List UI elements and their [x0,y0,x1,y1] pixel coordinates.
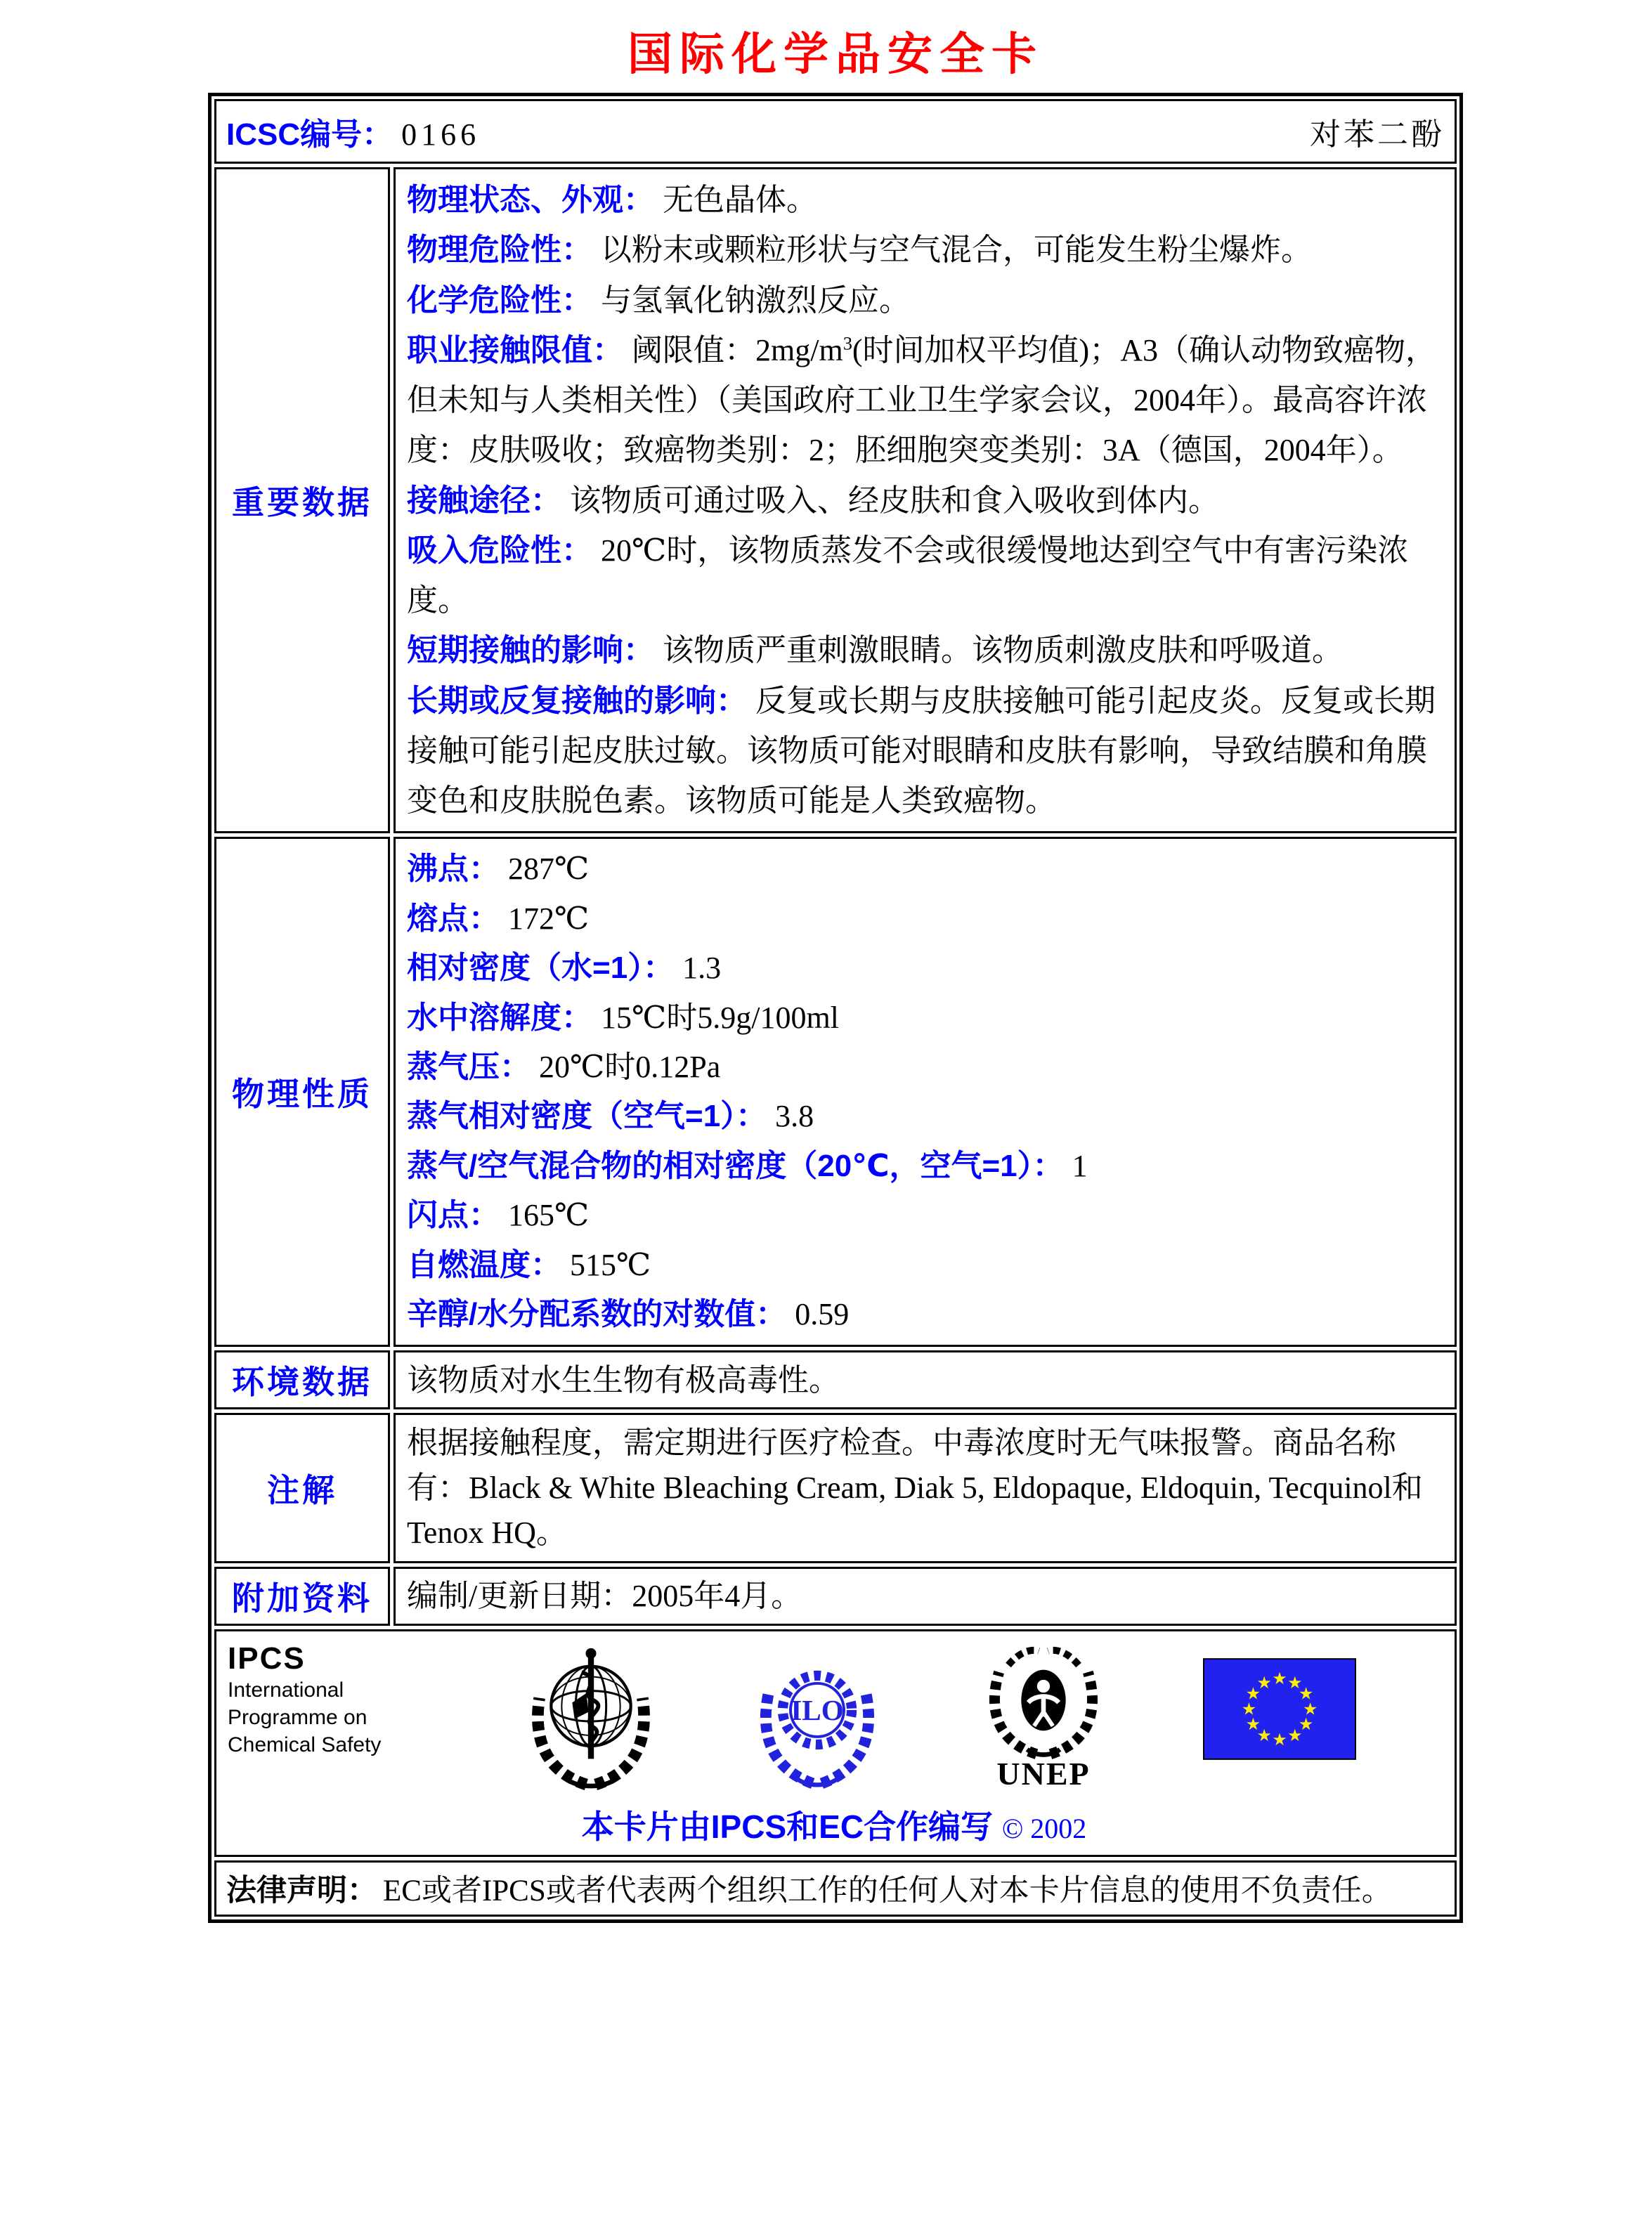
section-label-environment-data: 环境数据 [214,1350,390,1409]
property-item: 接触途径： 该物质可通过吸入、经皮肤和食入吸收到体内。 [407,483,1219,518]
property-item: 长期或反复接触的影响： 反复或长期与皮肤接触可能引起皮炎。反复或长期接触可能引起皮肤过敏。该物质可能对眼睛和皮肤有影响，导致结膜和角膜变色和皮肤脱色素。该物质可能是人类致癌物。 [407,683,1436,819]
ilo-logo-icon [750,1641,884,1794]
property-item: 化学危险性： 与氢氧化钠激烈反应。 [407,282,910,318]
footer-caption [228,1801,1440,1848]
svg-text:★: ★ [1245,1714,1261,1734]
svg-text:★: ★ [1302,1699,1318,1719]
environment-data-row [214,1350,1457,1409]
svg-text:★: ★ [1298,1683,1314,1704]
section-label-physical-properties: 物理性质 [214,837,390,1347]
legal-label: 法律声明： [226,1874,377,1908]
ipcs-subtitle-line3: Chemical Safety [228,1733,382,1756]
ipcs-block [228,1641,431,1759]
svg-text:★: ★ [1272,1729,1287,1749]
property-label: 吸入危险性： [407,533,592,568]
eu-flag-icon [1203,1658,1356,1760]
svg-text:★: ★ [1256,1672,1272,1693]
section-label-additional-info: 附加资料 [214,1567,390,1626]
property-item: 短期接触的影响： 该物质严重刺激眼睛。该物质刺激皮肤和呼吸道。 [407,633,1343,668]
important-data-row [214,167,1457,833]
svg-text:★: ★ [1272,1668,1287,1688]
property-label: 相对密度（水=1）： [407,951,675,986]
property-label: 物理危险性： [407,233,592,268]
property-item: 职业接触限值： 阈限值：$2mg/m^3$(时间加权平均值)；A3（确认动物致癌物，但未知与人类相关性）（美国政府工业卫生学家会议，2004年）。最高容许浓度：皮肤吸收；致癌物类别：2；胚细胞突变类别：3A（德国，2004年）。 [407,332,1436,468]
property-label: 接触途径： [407,483,561,518]
property-label: 自燃温度： [407,1247,561,1282]
section-label-important-data: 重要数据 [214,167,390,833]
svg-text:★: ★ [1287,1725,1303,1745]
footer-caption-text: 本卡片由IPCS和EC合作编写 [581,1808,994,1845]
footer-copyright: © 2002 [1001,1812,1087,1844]
additional-info-content: 编制/更新日期：2005年4月。 [394,1567,1457,1626]
property-item: 蒸气相对密度（空气=1）： 3.8 [407,1099,814,1134]
unep-label: UNEP [996,1755,1091,1792]
unep-logo-icon [973,1641,1114,1759]
unep-logo-block [973,1641,1114,1792]
svg-text:★: ★ [1287,1672,1303,1693]
property-label: 物理状态、外观： [407,183,654,217]
property-label: 短期接触的影响： [407,633,654,668]
icsc-number-label: ICSC编号： [226,117,394,152]
property-label: 长期或反复接触的影响： [407,683,747,718]
substance-name: 对苯二酚 [1310,117,1445,152]
property-item: 吸入危险性： 20℃时，该物质蒸发不会或很缓慢地达到空气中有害污染浓度。 [407,533,1409,618]
svg-text:★: ★ [1241,1699,1257,1719]
property-item: 蒸气压： 20℃时0.12Pa [407,1050,721,1085]
physical-properties-row [214,837,1457,1347]
ipcs-subtitle-line1: International [228,1678,344,1702]
property-label: 化学危险性： [407,282,592,318]
property-label: 蒸气/空气混合物的相对密度（20℃，空气=1）： [407,1148,1064,1183]
icsc-number-value: 0166 [401,117,481,152]
section-label-notes: 注解 [214,1413,390,1563]
svg-text:★: ★ [1245,1683,1261,1704]
property-item: 物理危险性： 以粉末或颗粒形状与空气混合，可能发生粉尘爆炸。 [407,233,1312,268]
environment-data-content: 该物质对水生生物有极高毒性。 [394,1350,1457,1409]
property-label: 辛醇/水分配系数的对数值： [407,1296,787,1331]
property-label: 闪点： [407,1198,500,1233]
logo-strip [228,1641,1440,1794]
svg-text:★: ★ [1298,1714,1314,1734]
notes-row [214,1413,1457,1563]
physical-properties-content [394,837,1457,1347]
property-label: 沸点： [407,852,500,887]
property-item: 沸点： 287℃ [407,852,590,887]
icsc-number-group [226,109,480,154]
property-item: 辛醇/水分配系数的对数值： 0.59 [407,1296,850,1331]
property-label: 熔点： [407,901,500,936]
icsc-card-table [208,93,1463,1923]
property-label: 职业接触限值： [407,332,623,367]
svg-text:ILO: ILO [791,1693,844,1726]
additional-info-row [214,1567,1457,1626]
property-item: 相对密度（水=1）： 1.3 [407,951,722,986]
ipcs-title: IPCS [228,1641,306,1676]
footer-row [214,1629,1457,1857]
who-logo-icon [521,1641,661,1794]
ipcs-subtitle-line2: Programme on [228,1705,368,1729]
property-label: 蒸气压： [407,1050,531,1085]
property-item: 蒸气/空气混合物的相对密度（20℃，空气=1）： 1 [407,1148,1088,1183]
property-item: 闪点： 165℃ [407,1198,590,1233]
legal-text: EC或者IPCS或者代表两个组织工作的任何人对本卡片信息的使用不负责任。 [383,1874,1392,1908]
property-label: 蒸气相对密度（空气=1）： [407,1099,767,1134]
svg-text:★: ★ [1256,1725,1272,1745]
header-row [214,99,1457,164]
legal-row [214,1860,1457,1917]
important-data-content [394,167,1457,833]
property-item: 水中溶解度： 15℃时5.9g/100ml [407,1000,839,1035]
property-label: 水中溶解度： [407,1000,592,1035]
notes-content: 根据接触程度，需定期进行医疗检查。中毒浓度时无气味报警。商品名称有：Black & White Bleaching Cream, Diak 5, Eldopaque, Eldoquin, Tecquinol和 Tenox HQ。 [394,1413,1457,1563]
property-item: 熔点： 172℃ [407,901,590,936]
property-item: 自燃温度： 515℃ [407,1247,651,1282]
page-title: 国际化学品安全卡 [627,29,1043,79]
property-item: 物理状态、外观： 无色晶体。 [407,183,817,217]
